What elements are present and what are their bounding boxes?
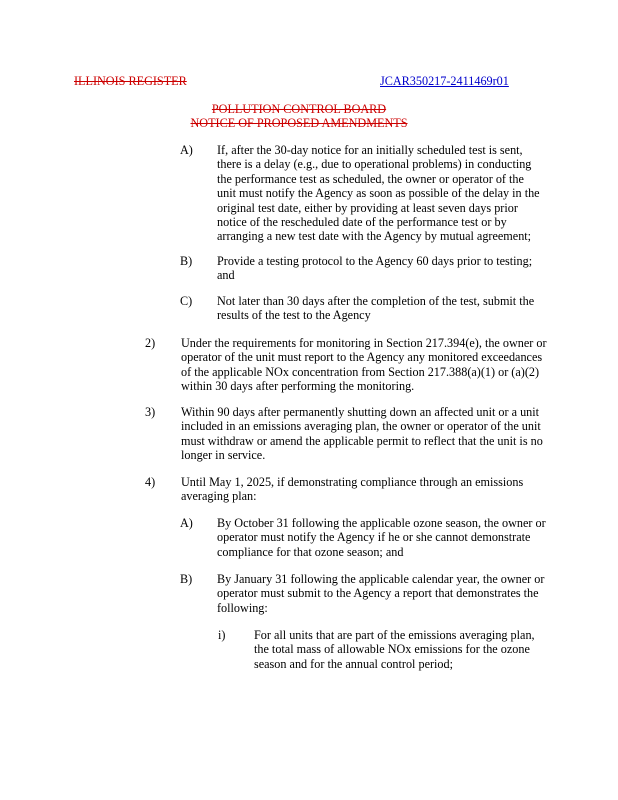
- item-label: B): [180, 254, 193, 268]
- item-text: [217, 143, 540, 244]
- text-line: season and for the annual control period;: [254, 656, 453, 671]
- text-line: results of the test to the Agency: [217, 308, 371, 323]
- text-line: Provide a testing protocol to the Agency 60 days prior to testing;: [217, 254, 533, 268]
- item-text: [217, 294, 534, 323]
- text-line: unit must notify the Agency as soon as possible of the delay in the: [217, 186, 540, 201]
- item-text: [217, 254, 532, 283]
- item-label: B): [180, 572, 193, 586]
- text-line: of the applicable NOx concentration from Section 217.388(a)(1) or (a)(2): [181, 364, 540, 379]
- item-text: [181, 405, 543, 463]
- text-line: arranging a new test date with the Agency by mutual agreement;: [217, 229, 532, 244]
- text-line: averaging plan:: [181, 489, 257, 504]
- text-line: If, after the 30-day notice for an initially scheduled test is sent,: [217, 143, 523, 157]
- text-line: and: [217, 268, 235, 283]
- item-text: [217, 516, 546, 559]
- jcar-document-id[interactable]: JCAR350217-2411469r01: [380, 74, 509, 88]
- text-line: operator must notify the Agency if he or she cannot demonstrate: [217, 530, 531, 545]
- text-line: the total mass of allowable NOx emissions for the ozone: [254, 642, 530, 657]
- item-label: C): [180, 294, 193, 308]
- text-line: By January 31 following the applicable calendar year, the owner or: [217, 572, 545, 586]
- text-line: must withdraw or amend the applicable permit to reflect that the unit is no: [181, 433, 543, 448]
- text-line: operator of the unit must report to the Agency any monitored exceedances: [181, 350, 543, 365]
- text-line: By October 31 following the applicable ozone season, the owner or: [217, 516, 546, 530]
- text-line: Not later than 30 days after the completion of the test, submit the: [217, 294, 535, 308]
- text-line: Within 90 days after permanently shutting down an affected unit or a unit: [181, 405, 540, 419]
- agency-title: POLLUTION CONTROL BOARD: [211, 102, 387, 116]
- text-line: For all units that are part of the emissions averaging plan,: [254, 628, 535, 642]
- text-line: operator must submit to the Agency a report that demonstrates the: [217, 586, 539, 601]
- register-header: ILLINOIS REGISTER: [74, 74, 187, 88]
- item-text: [181, 336, 547, 394]
- text-line: compliance for that ozone season; and: [217, 544, 404, 559]
- text-line: notice of the rescheduled date of the performance test or by: [217, 215, 507, 230]
- text-line: longer in service.: [181, 448, 266, 463]
- item-label: 4): [145, 475, 156, 489]
- item-label: A): [180, 143, 193, 157]
- text-line: following:: [217, 600, 268, 615]
- item-label: 2): [145, 336, 156, 350]
- item-text: [254, 628, 535, 671]
- item-text: [217, 572, 544, 615]
- text-line: included in an emissions averaging plan, the owner or operator of the unit: [181, 419, 541, 434]
- text-line: Under the requirements for monitoring in Section 217.394(e), the owner or: [181, 336, 547, 350]
- text-line: Until May 1, 2025, if demonstrating compliance through an emissions: [181, 475, 524, 489]
- item-label: i): [218, 628, 226, 642]
- item-label: 3): [145, 405, 156, 419]
- text-line: within 30 days after performing the monitoring.: [181, 379, 415, 394]
- text-line: the performance test as scheduled, the owner or operator of the: [217, 171, 524, 186]
- notice-title: NOTICE OF PROPOSED AMENDMENTS: [190, 116, 408, 130]
- item-label: A): [180, 516, 193, 530]
- text-line: original test date, either by providing at least seven days prior: [217, 200, 518, 215]
- item-text: [181, 475, 523, 504]
- text-line: there is a delay (e.g., due to operational problems) in conducting: [217, 157, 532, 172]
